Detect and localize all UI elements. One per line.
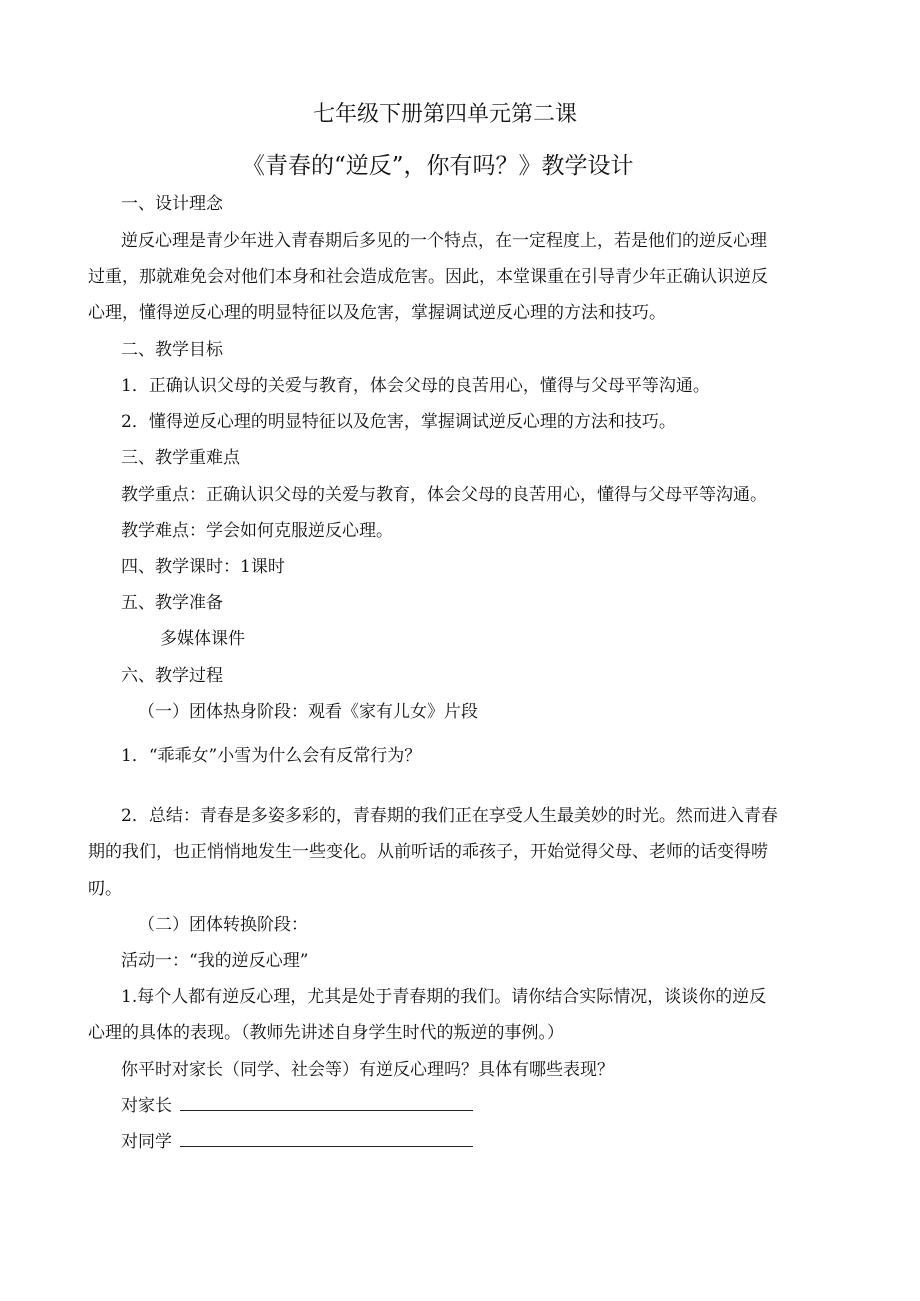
- fill-in-row-parent: [121, 1094, 473, 1118]
- section-heading-teaching-process: 六、教学过程: [121, 666, 223, 686]
- paragraph-line: 过重，那就难免会对他们本身和社会造成危害。因此，本堂课重在引导青少年正确认识逆反: [88, 267, 768, 287]
- warmup-question: 1．“乖乖女”小雪为什么会有反常行为？: [121, 746, 422, 766]
- page-title: 七年级下册第四单元第二课: [313, 102, 578, 127]
- activity-question: 你平时对家长（同学、社会等）有逆反心理吗？具体有哪些表现？: [121, 1060, 614, 1080]
- section-heading-design-concept: 一、设计理念: [121, 194, 223, 214]
- section-heading-preparation: 五、教学准备: [121, 593, 223, 613]
- paragraph-line: 1.每个人都有逆反心理，尤其是处于青春期的我们。请你结合实际情况，谈谈你的逆反: [121, 987, 767, 1007]
- stage-heading-warmup: （一）团体热身阶段：观看《家有儿女》片段: [138, 702, 478, 722]
- preparation-content: 多媒体课件: [160, 629, 245, 649]
- key-point: 教学重点：正确认识父母的关爱与教育，体会父母的良苦用心，懂得与父母平等沟通。: [121, 485, 767, 505]
- fill-in-blank-classmate[interactable]: [180, 1130, 473, 1147]
- paragraph-line: 心理，懂得逆反心理的明显特征以及危害，掌握调试逆反心理的方法和技巧。: [88, 303, 666, 323]
- goal-item: 1．正确认识父母的关爱与教育，体会父母的良苦用心，懂得与父母平等沟通。: [121, 376, 710, 396]
- stage-heading-transition: （二）团体转换阶段：: [138, 915, 308, 935]
- fill-in-row-classmate: [121, 1130, 473, 1154]
- goal-item: 2．懂得逆反心理的明显特征以及危害，掌握调试逆反心理的方法和技巧。: [121, 412, 676, 432]
- section-heading-key-points: 三、教学重难点: [121, 448, 240, 468]
- activity-heading: 活动一：“我的逆反心理”: [121, 951, 309, 971]
- section-heading-teaching-goals: 二、教学目标: [121, 340, 223, 360]
- paragraph-line: 逆反心理是青少年进入青春期后多见的一个特点，在一定程度上，若是他们的逆反心理: [121, 231, 767, 251]
- fill-in-label-parent: 对家长: [121, 1096, 172, 1116]
- page-subtitle: 《青春的“逆反”，你有吗？》教学设计: [242, 153, 634, 179]
- fill-in-label-classmate: 对同学: [121, 1132, 172, 1152]
- fill-in-blank-parent[interactable]: [180, 1094, 473, 1111]
- paragraph-line: 叨。: [88, 879, 122, 899]
- difficulty-point: 教学难点：学会如何克服逆反心理。: [121, 521, 393, 541]
- section-heading-class-hours: 四、教学课时：1课时: [121, 557, 285, 577]
- paragraph-line: 2．总结：青春是多姿多彩的，青春期的我们正在享受人生最美妙的时光。然而进入青春: [121, 806, 778, 826]
- paragraph-line: 期的我们，也正悄悄地发生一些变化。从前听话的乖孩子，开始觉得父母、老师的话变得唠: [88, 842, 768, 862]
- paragraph-line: 心理的具体的表现。（教师先讲述自身学生时代的叛逆的事例。）: [88, 1023, 564, 1043]
